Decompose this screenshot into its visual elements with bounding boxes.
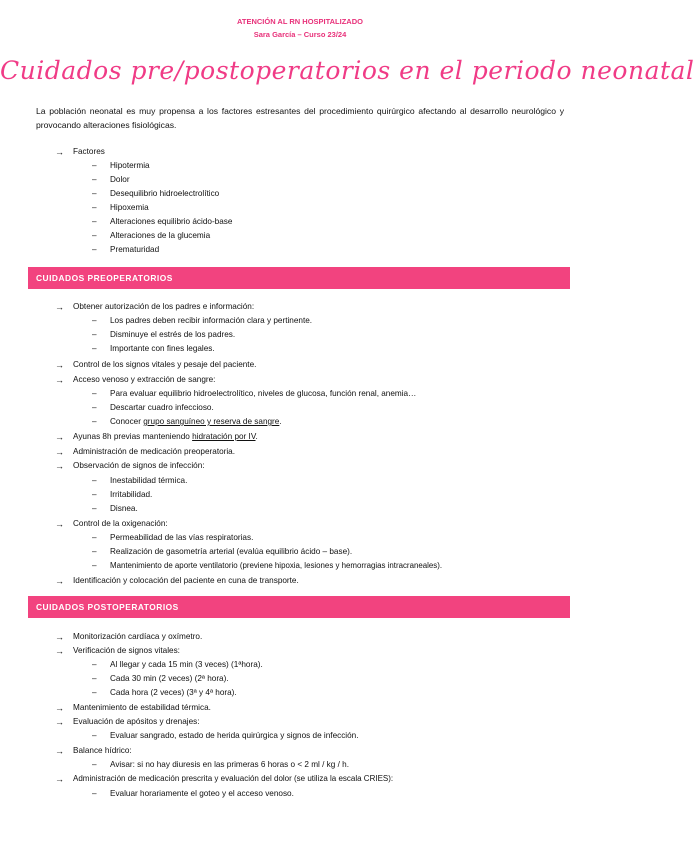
postop-medicacion: Administración de medicación prescrita y evaluación del dolor (se utiliza la escala CRIES): (73, 774, 394, 783)
dash-icon: – (92, 476, 97, 485)
list-item: Cada 30 min (2 veces) (2ª hora). (110, 674, 229, 683)
preop-identificacion: Identificación y colocación del paciente en cuna de transporte. (73, 576, 299, 585)
dash-icon: – (92, 688, 97, 697)
arrow-icon: → (55, 432, 64, 442)
conocer-suffix: . (279, 417, 282, 426)
dash-icon: – (92, 533, 97, 542)
list-item: Mantenimiento de aporte ventilatorio (previene hipoxia, lesiones y hemorragias intracraneales). (110, 561, 443, 570)
arrow-icon: → (55, 576, 64, 586)
list-item: Al llegar y cada 15 min (3 veces) (1ªhora). (110, 660, 263, 669)
list-item: Permeabilidad de las vías respiratorias. (110, 533, 254, 542)
preop-ayunas (73, 431, 258, 443)
section-banner-preoperatorios: CUIDADOS PREOPERATORIOS (28, 267, 570, 289)
ayunas-prefix: Ayunas 8h previas manteniendo (73, 432, 193, 441)
section-banner-postoperatorios: CUIDADOS POSTOPERATORIOS (28, 596, 570, 618)
dash-icon: – (92, 674, 97, 683)
dash-icon: – (92, 203, 97, 212)
ayunas-hidratacion: hidratación por IV (192, 432, 256, 441)
arrow-icon: → (55, 774, 64, 784)
factor-item: Prematuridad (110, 245, 160, 254)
page-title: Cuidados pre/postoperatorios en el periodo neonatal (0, 56, 694, 85)
dash-icon: – (92, 789, 97, 798)
arrow-icon: → (55, 632, 64, 642)
arrow-icon: → (55, 147, 64, 157)
preop-medicacion: Administración de medicación preoperatoria. (73, 447, 236, 456)
preop-control-signos: Control de los signos vitales y pesaje del paciente. (73, 360, 257, 369)
postop-estabilidad: Mantenimiento de estabilidad térmica. (73, 703, 211, 712)
header-course-title: ATENCIÓN AL RN HOSPITALIZADO (237, 17, 363, 26)
dash-icon: – (92, 217, 97, 226)
preop-acceso-venoso: Acceso venoso y extracción de sangre: (73, 375, 216, 384)
list-item: Cada hora (2 veces) (3ª y 4ª hora). (110, 688, 237, 697)
dash-icon: – (92, 403, 97, 412)
list-item: Avisar: si no hay diuresis en las primeras 6 horas o < 2 ml / kg / h. (110, 760, 349, 769)
dash-icon: – (92, 344, 97, 353)
dash-icon: – (92, 660, 97, 669)
list-item: Disminuye el estrés de los padres. (110, 330, 236, 339)
dash-icon: – (92, 316, 97, 325)
dash-icon: – (92, 161, 97, 170)
list-item: Disnea. (110, 504, 138, 513)
list-item: Descartar cuadro infeccioso. (110, 403, 214, 412)
postop-verificacion: Verificación de signos vitales: (73, 646, 180, 655)
dash-icon: – (92, 731, 97, 740)
list-item: Inestabilidad térmica. (110, 476, 188, 485)
dash-icon: – (92, 417, 97, 426)
header-author: Sara García – Curso 23/24 (253, 30, 347, 39)
arrow-icon: → (55, 461, 64, 471)
factores-label: Factores (73, 147, 105, 156)
arrow-icon: → (55, 447, 64, 457)
arrow-icon: → (55, 646, 64, 656)
list-item: Evaluar horariamente el goteo y el acceso venoso. (110, 789, 294, 798)
arrow-icon: → (55, 302, 64, 312)
dash-icon: – (92, 330, 97, 339)
factor-item: Hipotermia (110, 161, 150, 170)
factor-item: Hipoxemia (110, 203, 149, 212)
list-item: Los padres deben recibir información clara y pertinente. (110, 316, 313, 325)
arrow-icon: → (55, 360, 64, 370)
preop-observacion: Observación de signos de infección: (73, 461, 205, 470)
intro-paragraph: La población neonatal es muy propensa a los factores estresantes del procedimiento quirúrgico afectando al desarrollo neurológico y provocando alteraciones fisiológicas. (36, 106, 564, 130)
list-item: Para evaluar equilibrio hidroelectrolítico, niveles de glucosa, función renal, anemia… (110, 389, 417, 398)
list-item: Irritabilidad. (110, 490, 153, 499)
dash-icon: – (92, 175, 97, 184)
conocer-prefix: Conocer (110, 417, 144, 426)
arrow-icon: → (55, 519, 64, 529)
list-item-conocer (110, 416, 282, 428)
dash-icon: – (92, 561, 97, 570)
dash-icon: – (92, 389, 97, 398)
list-item: Evaluar sangrado, estado de herida quirúrgica y signos de infección. (110, 731, 359, 740)
dash-icon: – (92, 245, 97, 254)
dash-icon: – (92, 760, 97, 769)
arrow-icon: → (55, 375, 64, 385)
dash-icon: – (92, 189, 97, 198)
list-item: Realización de gasometría arterial (evalúa equilibrio ácido – base). (110, 547, 353, 556)
preop-autorizacion: Obtener autorización de los padres e información: (73, 302, 255, 311)
arrow-icon: → (55, 746, 64, 756)
preop-oxigenacion: Control de la oxigenación: (73, 519, 168, 528)
postop-monitorizacion: Monitorización cardíaca y oxímetro. (73, 632, 203, 641)
dash-icon: – (92, 547, 97, 556)
postop-balance: Balance hídrico: (73, 746, 132, 755)
arrow-icon: → (55, 703, 64, 713)
list-item: Importante con fines legales. (110, 344, 215, 353)
ayunas-suffix: . (255, 432, 258, 441)
dash-icon: – (92, 504, 97, 513)
conocer-grupo-sanguineo: grupo sanguíneo y reserva de sangre (143, 417, 280, 426)
postop-apositos: Evaluación de apósitos y drenajes: (73, 717, 200, 726)
factor-item: Desequilibrio hidroelectrolítico (110, 189, 220, 198)
factor-item: Dolor (110, 175, 130, 184)
arrow-icon: → (55, 717, 64, 727)
dash-icon: – (92, 231, 97, 240)
factor-item: Alteraciones equilibrio ácido-base (110, 217, 233, 226)
factor-item: Alteraciones de la glucemia (110, 231, 211, 240)
dash-icon: – (92, 490, 97, 499)
